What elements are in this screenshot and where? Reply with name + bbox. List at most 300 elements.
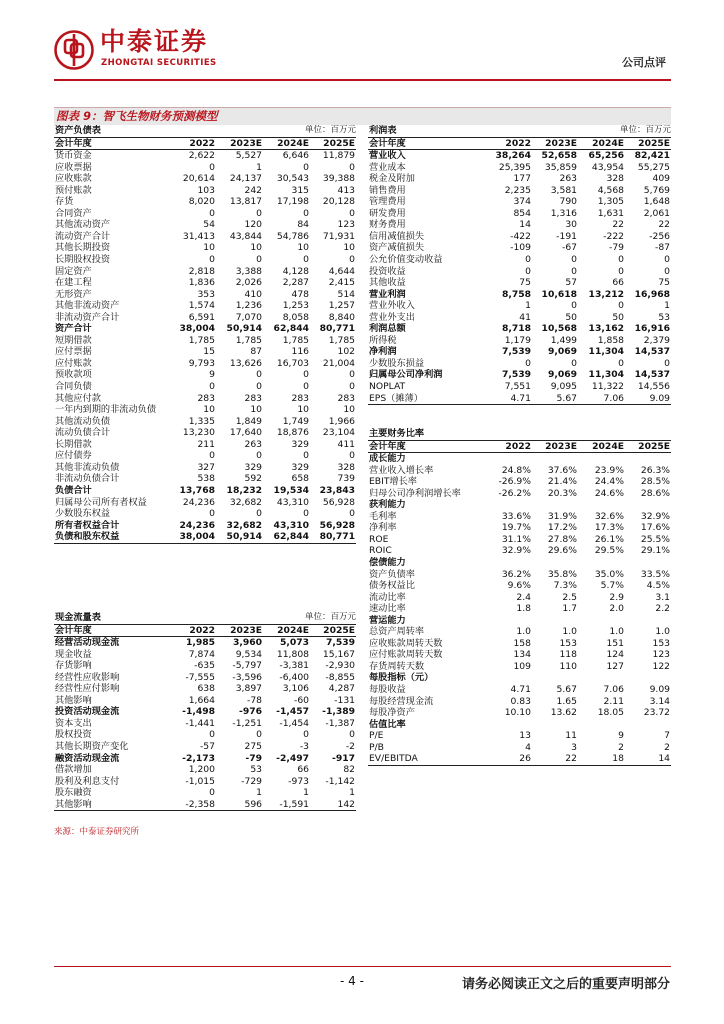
cell-value: -191 — [556, 230, 578, 242]
column-header: 2025E — [310, 624, 356, 637]
row-label: 归属母公司所有者权益 — [55, 496, 147, 508]
cell-value: 66 — [297, 764, 310, 776]
row-label: P/E — [369, 730, 384, 742]
cell-value: 478 — [291, 288, 310, 300]
row-label: 股利及利息支付 — [55, 775, 120, 787]
cell-value: 16,968 — [634, 288, 671, 300]
brand-name-english: ZHONGTAI SECURITIES — [101, 58, 217, 68]
cell-value: 10.10 — [504, 707, 531, 719]
row-label: 股权投资 — [55, 729, 92, 741]
row-label: 速动比率 — [369, 603, 406, 615]
cell-value — [488, 719, 532, 731]
table-row — [54, 358, 356, 370]
cell-value: 0 — [303, 161, 310, 173]
cell-value: 33.5% — [640, 568, 671, 580]
cell-value: 5.7% — [600, 580, 624, 592]
cell-value: 52,658 — [541, 150, 578, 162]
table-row — [54, 300, 356, 312]
cell-value: 11,322 — [591, 381, 625, 393]
cell-value: 8,840 — [328, 311, 356, 323]
cell-value: 26 — [488, 753, 532, 765]
cell-value: 1,253 — [282, 300, 310, 312]
cell-value — [488, 499, 532, 511]
cell-value: 20,128 — [322, 196, 356, 208]
row-label: 存货周转天数 — [369, 660, 425, 672]
cell-value: 0 — [209, 207, 215, 219]
row-label: 成长能力 — [369, 453, 406, 465]
cell-value: 24,137 — [229, 173, 263, 185]
cell-value: 80,771 — [319, 323, 356, 335]
cell-value: 1 — [349, 787, 356, 799]
cell-value: 329 — [244, 461, 263, 473]
row-label: 货币资金 — [55, 150, 92, 162]
cell-value — [532, 557, 578, 569]
column-header: 2025E — [310, 137, 356, 150]
cell-value: 123 — [337, 219, 356, 231]
cell-value: 11,304 — [588, 346, 625, 358]
row-label: 应付账款 — [55, 357, 92, 369]
cell-value: 7,539 — [501, 369, 531, 381]
cell-value: 1,648 — [643, 196, 671, 208]
cell-value: 35,859 — [544, 161, 578, 173]
column-header: 2022 — [172, 137, 216, 150]
cell-value: -1,498 — [182, 706, 215, 718]
cell-value: -5,797 — [232, 660, 263, 672]
table-row — [368, 266, 671, 278]
table-row — [54, 219, 356, 231]
cell-value: 120 — [244, 219, 263, 231]
row-label: 营业外收入 — [369, 300, 415, 312]
cell-value: 84 — [297, 219, 310, 231]
table-row — [368, 626, 671, 638]
table-row — [54, 799, 356, 811]
cell-value: 43,310 — [276, 496, 310, 508]
cell-value: 2,379 — [643, 334, 671, 346]
table-row — [368, 453, 671, 465]
cell-value: -26.2% — [498, 487, 531, 499]
table-row — [368, 672, 671, 684]
cell-value: 151 — [606, 637, 624, 649]
row-label: 短期借款 — [55, 334, 92, 346]
row-label: 融资活动现金流 — [55, 752, 120, 764]
cell-value: 0 — [571, 357, 578, 369]
cell-value: 0 — [349, 161, 356, 173]
cell-value: 411 — [337, 438, 356, 450]
cell-value: 53 — [250, 764, 263, 776]
table-row — [54, 404, 356, 416]
cell-value: 118 — [559, 649, 577, 661]
cell-value: 596 — [216, 799, 263, 811]
table-row — [54, 439, 356, 451]
cell-value: 315 — [291, 184, 310, 196]
cell-value: 10 — [343, 242, 356, 254]
row-label: 营业收入 — [369, 150, 406, 162]
cell-value: -729 — [241, 775, 263, 787]
cell-value: 7.3% — [553, 580, 577, 592]
cell-value: 17.3% — [594, 522, 624, 534]
cell-value: 0 — [256, 450, 263, 462]
table-row — [54, 369, 356, 381]
row-label: 营运能力 — [369, 614, 406, 626]
cell-value: 71,931 — [322, 230, 356, 242]
cell-value: 10 — [343, 404, 356, 416]
table-row — [54, 706, 356, 718]
cell-value: 82 — [343, 764, 356, 776]
income-statement-table — [368, 125, 671, 405]
cell-value: 9,069 — [547, 346, 578, 358]
cell-value: 1,836 — [188, 277, 215, 289]
table-header-row — [368, 440, 671, 453]
cell-value: 4,287 — [328, 683, 356, 695]
table-row — [54, 312, 356, 324]
table-title-row — [54, 125, 356, 137]
cell-value: 0 — [256, 729, 263, 741]
row-label: 所得税 — [369, 334, 397, 346]
cell-value: -917 — [332, 752, 356, 764]
table-row — [54, 450, 356, 462]
table-row — [368, 557, 671, 569]
cell-value: 66 — [612, 277, 625, 289]
cell-value — [488, 557, 532, 569]
table-row — [54, 231, 356, 243]
cell-value: 27.8% — [547, 533, 577, 545]
cell-value: 1,236 — [235, 300, 263, 312]
cell-value: 353 — [197, 288, 215, 300]
cell-value: 7.06 — [603, 684, 624, 696]
cell-value: 7,539 — [501, 346, 531, 358]
cell-value: 11,304 — [588, 369, 625, 381]
cell-value: 33.6% — [501, 510, 531, 522]
table-row — [368, 742, 671, 754]
cell-value: 7,551 — [504, 381, 531, 393]
row-label: 负债和股东权益 — [54, 531, 172, 543]
row-label: 利润总额 — [369, 323, 406, 335]
column-header: 2022 — [488, 137, 532, 150]
row-label: 净利润 — [369, 346, 397, 358]
cell-value: 35.0% — [594, 568, 624, 580]
cell-value: 26.3% — [640, 464, 671, 476]
cell-value — [625, 615, 671, 627]
table-row — [54, 277, 356, 289]
row-label: 合同资产 — [55, 207, 92, 219]
cell-value: 5,527 — [235, 150, 263, 162]
cell-value: 35.8% — [547, 568, 577, 580]
row-label: 存货 — [55, 196, 74, 208]
cell-value: 2,235 — [504, 184, 531, 196]
cell-value: 13,162 — [588, 323, 625, 335]
cell-value: 13,230 — [182, 427, 215, 439]
row-label: 其他长期资产变化 — [55, 741, 129, 753]
cell-value: 14,537 — [634, 346, 671, 358]
cell-value: 177 — [513, 173, 531, 185]
cell-value: 1.7 — [562, 603, 577, 615]
cell-value: 0 — [256, 508, 263, 520]
table-row — [368, 196, 671, 208]
footer-divider — [54, 966, 671, 967]
cell-value: 0 — [303, 450, 310, 462]
row-label: 经营性应付影响 — [55, 683, 120, 695]
table-row — [54, 393, 356, 405]
table-row — [54, 289, 356, 301]
table-row — [54, 150, 356, 162]
cell-value: 110 — [559, 660, 577, 672]
row-label: 营业外支出 — [369, 311, 415, 323]
cell-value: 790 — [559, 196, 578, 208]
cell-value: 0 — [209, 161, 215, 173]
cell-value: 1.8 — [516, 603, 531, 615]
cell-value: 3 — [571, 741, 577, 753]
table-row — [54, 683, 356, 695]
table-row — [368, 300, 671, 312]
cell-value: 0 — [664, 254, 671, 266]
table-row — [54, 346, 356, 358]
cell-value: 56,928 — [319, 519, 356, 531]
cell-value: 2,061 — [643, 207, 671, 219]
table-row — [368, 185, 671, 197]
table-row — [368, 173, 671, 185]
cell-value: 4.5% — [646, 580, 671, 592]
cell-value: 23,843 — [319, 484, 356, 496]
column-header: 会计年度 — [54, 624, 172, 637]
table-row — [54, 753, 356, 765]
table-row — [54, 531, 356, 543]
cell-value: -2,497 — [276, 752, 310, 764]
cell-value: 13,212 — [588, 288, 625, 300]
cell-value: 32.9% — [501, 545, 531, 557]
cell-value: 7.06 — [578, 393, 625, 405]
row-label: 其他影响 — [54, 799, 172, 811]
table-title-row — [368, 428, 671, 440]
cell-value: 0 — [303, 254, 310, 266]
cell-value: -1,142 — [325, 775, 356, 787]
cell-value: 57 — [565, 277, 578, 289]
cell-value: -1,441 — [185, 717, 215, 729]
cell-value: 10 — [203, 404, 215, 416]
cell-value: 1,631 — [597, 207, 625, 219]
table-row — [54, 381, 356, 393]
cell-value: -26.9% — [498, 476, 531, 488]
cell-value: 29.5% — [594, 545, 624, 557]
cell-value: 8,020 — [188, 196, 215, 208]
table-row — [368, 381, 671, 393]
cell-value: 18,876 — [276, 427, 310, 439]
cell-value: 36.2% — [501, 568, 531, 580]
cell-value: 11 — [565, 730, 577, 742]
table-row — [368, 150, 671, 162]
table-row — [368, 219, 671, 231]
balance-sheet-table — [54, 125, 356, 544]
table-row — [54, 323, 356, 335]
cell-value: 2 — [618, 741, 624, 753]
cell-value — [625, 499, 671, 511]
cell-value: 17.6% — [640, 522, 671, 534]
cell-value: 75 — [519, 277, 531, 289]
cell-value: -2,358 — [172, 799, 216, 811]
table-row — [368, 277, 671, 289]
cell-value: 62,844 — [273, 323, 310, 335]
cell-value: 127 — [606, 660, 624, 672]
cell-value: 1 — [256, 161, 263, 173]
cell-value: 2.11 — [603, 695, 624, 707]
cell-value: 14 — [519, 219, 531, 231]
row-label: 研发费用 — [369, 207, 406, 219]
cell-value: 1,785 — [188, 334, 215, 346]
cell-value: -1,591 — [263, 799, 310, 811]
table-row — [368, 323, 671, 335]
cell-value: 3,106 — [282, 683, 310, 695]
cell-value: 1,985 — [185, 637, 215, 649]
row-label: 投资活动现金流 — [55, 706, 120, 718]
cell-value: 4,568 — [597, 184, 625, 196]
table-row — [54, 416, 356, 428]
cell-value: 19,534 — [273, 484, 310, 496]
table-row — [368, 358, 671, 370]
row-label: 获利能力 — [369, 499, 406, 511]
cell-value: 103 — [197, 184, 215, 196]
table-row — [368, 254, 671, 266]
cell-value: 1.0 — [609, 626, 624, 638]
table-row — [54, 162, 356, 174]
cell-value: 32.6% — [594, 510, 624, 522]
cell-value: 9,095 — [550, 381, 578, 393]
cell-value: -1,389 — [322, 706, 356, 718]
cell-value: 0 — [664, 357, 671, 369]
row-label: ROIC — [369, 545, 392, 557]
table-row — [54, 764, 356, 776]
cell-value: 43,310 — [273, 519, 310, 531]
table-unit: 单位：百万元 — [263, 612, 356, 624]
column-header: 会计年度 — [368, 137, 488, 150]
cell-value: 0 — [349, 254, 356, 266]
column-header: 2023E — [532, 137, 578, 150]
column-header: 2023E — [216, 137, 263, 150]
row-label: 每股指标（元） — [369, 672, 434, 684]
table-row — [54, 776, 356, 788]
cell-value: 0 — [525, 254, 531, 266]
cell-value: -7,555 — [185, 671, 215, 683]
cell-value: 15 — [203, 346, 215, 358]
row-label: 应收账款周转天数 — [369, 637, 443, 649]
cell-value: 10 — [250, 404, 263, 416]
table-row — [368, 208, 671, 220]
table-row — [54, 672, 356, 684]
cell-value: -78 — [247, 694, 263, 706]
cell-value: 20.3% — [547, 487, 577, 499]
cell-value: 1,785 — [282, 334, 310, 346]
cell-value: 29.1% — [640, 545, 671, 557]
row-label: EBIT增长率 — [369, 476, 417, 488]
cell-value: 31.9% — [547, 510, 577, 522]
cell-value: 38,264 — [495, 150, 531, 162]
table-row — [54, 637, 356, 649]
cell-value: -976 — [239, 706, 263, 718]
table-row — [368, 534, 671, 546]
cell-value: 30 — [565, 219, 578, 231]
cell-value: 17,198 — [276, 196, 310, 208]
cell-value — [532, 672, 578, 684]
cell-value: 38,004 — [179, 323, 215, 335]
cell-value: 109 — [513, 660, 531, 672]
row-label: 应付债券 — [55, 450, 92, 462]
cell-value: 0 — [303, 729, 310, 741]
table-row — [54, 427, 356, 439]
cell-value: 2.0 — [609, 603, 624, 615]
row-label: 所有者权益合计 — [55, 519, 120, 531]
cell-value: 410 — [244, 288, 263, 300]
row-label: 应收票据 — [55, 161, 92, 173]
cell-value: 0 — [303, 207, 310, 219]
cell-value: 1.0 — [562, 626, 577, 638]
cell-value: 11,879 — [322, 150, 356, 162]
row-label: 债务权益比 — [369, 580, 415, 592]
cell-value: 56,928 — [322, 496, 356, 508]
cell-value: 4,128 — [282, 265, 310, 277]
cell-value: 4.71 — [510, 684, 531, 696]
cell-value: 5.67 — [556, 684, 577, 696]
table-row — [54, 473, 356, 485]
cell-value: -3,381 — [279, 660, 310, 672]
table-row — [54, 520, 356, 532]
row-label: ROE — [369, 533, 389, 545]
cell-value: 158 — [513, 637, 531, 649]
cell-value: -1,387 — [325, 717, 356, 729]
cell-value — [578, 672, 625, 684]
column-header: 2024E — [578, 440, 625, 453]
cell-value: 54,786 — [276, 230, 310, 242]
table-title-row — [368, 125, 671, 137]
cell-value: 20,614 — [182, 173, 215, 185]
cell-value — [578, 719, 625, 731]
cell-value: 0 — [571, 265, 578, 277]
table-header-row — [54, 137, 356, 150]
row-label: 其他非流动负债 — [55, 461, 120, 473]
cell-value: 409 — [652, 173, 671, 185]
cell-value: 5,769 — [643, 184, 671, 196]
table-row — [368, 488, 671, 500]
cell-value: 22 — [658, 219, 671, 231]
cell-value: -131 — [334, 694, 356, 706]
cell-value: 10 — [203, 242, 215, 254]
cell-value: 25,395 — [498, 161, 531, 173]
cell-value: 24.6% — [594, 487, 624, 499]
table-row — [368, 661, 671, 673]
cell-value: 123 — [652, 649, 671, 661]
column-header: 2024E — [578, 137, 625, 150]
cell-value: 4.71 — [488, 393, 532, 405]
cell-value — [578, 453, 625, 465]
cell-value: 242 — [244, 184, 263, 196]
cell-value: 31.1% — [501, 533, 531, 545]
table-header-row — [368, 137, 671, 150]
cell-value: 17.2% — [547, 522, 577, 534]
cell-value: 4,644 — [328, 265, 356, 277]
row-label: 其他流动负债 — [55, 415, 111, 427]
cell-value: 26.1% — [594, 533, 624, 545]
cell-value: 10,618 — [541, 288, 578, 300]
cell-value: 116 — [291, 346, 310, 358]
cell-value: 43,954 — [591, 161, 625, 173]
cell-value: 13.62 — [550, 707, 577, 719]
cell-value: 23,104 — [322, 427, 356, 439]
cell-value: 24,236 — [179, 519, 215, 531]
cell-value: 0 — [303, 508, 310, 520]
cell-value: 32,682 — [226, 519, 263, 531]
cell-value: 1,316 — [550, 207, 578, 219]
cell-value: -222 — [603, 230, 625, 242]
cell-value: 2.9 — [609, 591, 624, 603]
cell-value: 31,413 — [182, 230, 215, 242]
cell-value: 16,703 — [276, 357, 310, 369]
